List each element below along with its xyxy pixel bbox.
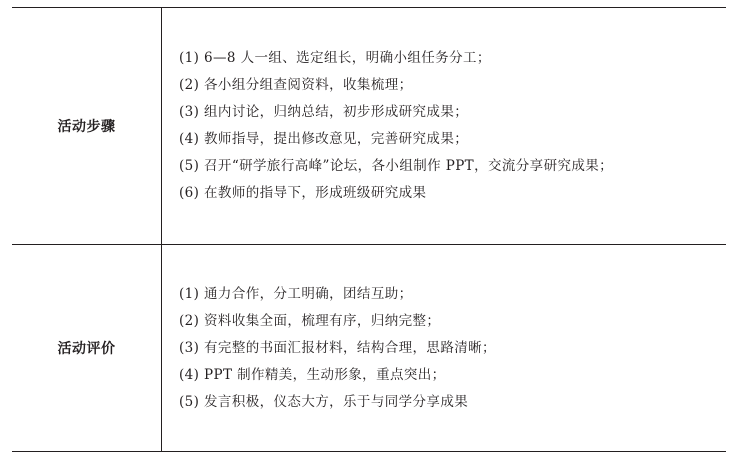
activity-table: [12, 7, 726, 452]
table-row-activity-evaluation: [12, 245, 726, 452]
list-item: (6) 在教师的指导下，形成班级研究成果: [179, 185, 427, 201]
list-item: (1) 通力合作，分工明确，团结互助；: [179, 285, 413, 302]
row-content-activity-evaluation: [162, 245, 727, 452]
list-item: (5) 发言积极，仪态大方，乐于与同学分享成果: [179, 393, 469, 410]
list-item: (3) 组内讨论，归纳总结，初步形成研究成果；: [179, 104, 469, 120]
row-label-activity-evaluation: 活动评价: [12, 245, 162, 452]
list-item: (4) PPT 制作精美，生动形象，重点突出；: [179, 366, 446, 383]
table-row-activity-steps: [12, 8, 726, 245]
evaluation-list: [179, 281, 726, 416]
list-item: (4) 教师指导，提出修改意见，完善研究成果；: [179, 131, 469, 147]
list-item: (2) 各小组分组查阅资料，收集梳理；: [179, 77, 413, 93]
list-item: (2) 资料收集全面，梳理有序，归纳完整；: [179, 312, 441, 329]
steps-list: [179, 45, 726, 207]
row-label-activity-steps: 活动步骤: [12, 8, 162, 245]
list-item: (5) 召开“研学旅行高峰”论坛，各小组制作 PPT，交流分享研究成果；: [179, 158, 614, 174]
list-item: (1) 6—8 人一组、选定组长，明确小组任务分工；: [179, 50, 491, 66]
list-item: (3) 有完整的书面汇报材料，结构合理，思路清晰；: [179, 339, 496, 356]
row-content-activity-steps: [162, 8, 727, 245]
